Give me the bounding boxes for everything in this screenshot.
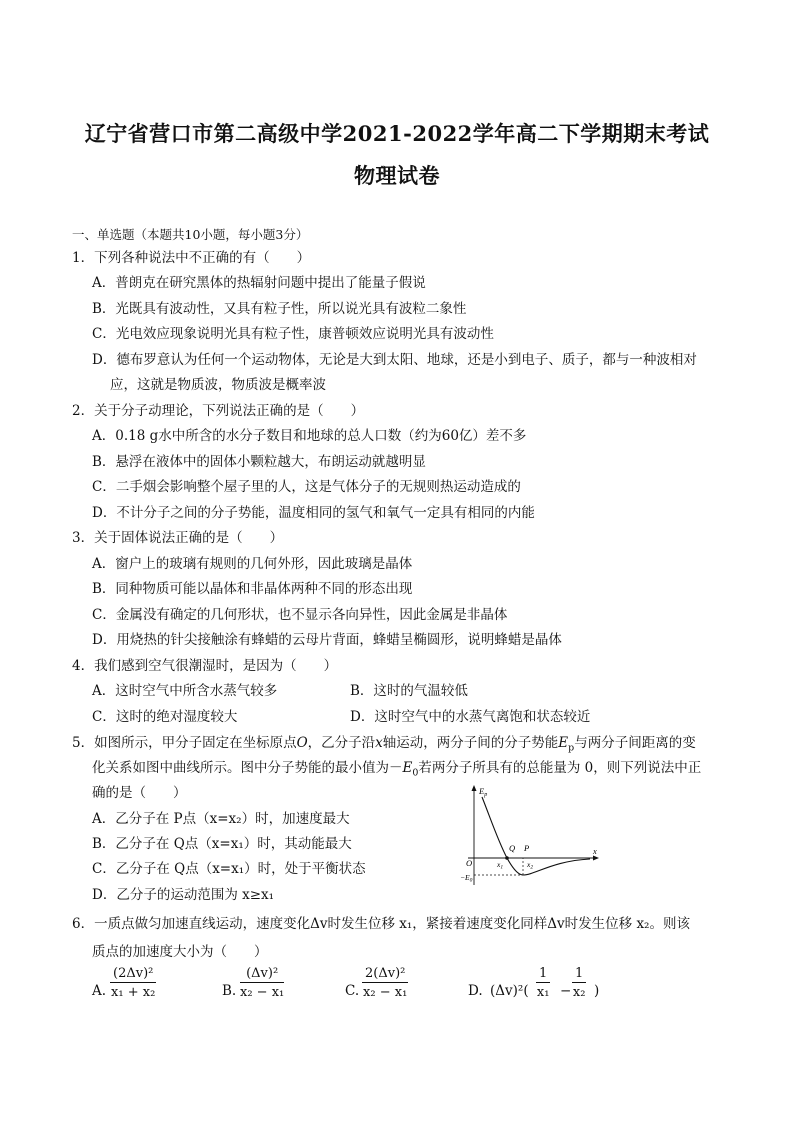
q6-option-a-denominator: x₁ + x₂ (111, 985, 156, 1000)
x2-label: $x_2$ (527, 860, 534, 871)
q1-option-c: C．光电效应现象说明光具有粒子性，康普顿效应说明光具有波动性 (92, 326, 494, 342)
e0-label: $-E_0$ (460, 873, 473, 884)
q4-option-d: D．这时空气中的水蒸气离饱和状态较近 (350, 709, 591, 725)
q6-option-d-denominator2: x₂ (572, 985, 586, 1000)
q6-option-c-denominator: x₂ − x₁ (363, 985, 408, 1000)
x-axis-arrow (593, 856, 599, 861)
q6-option-a-label: A. (92, 983, 107, 999)
q6-option-c-fraction (362, 966, 408, 1000)
q6-option-d-suffix: ) (594, 983, 600, 999)
q5-stem-line2: 化关系如图中曲线所示。图中分子势能的最小值为$-E_0$若两分子所具有的总能量为 0，则下列说法中正 (92, 760, 702, 779)
q5-stem-line1: 5．如图所示，甲分子固定在坐标原点O，乙分子沿x轴运动，两分子间的分子势能$E_p$与两分子间距离的变 (72, 735, 696, 754)
page-title: 辽宁省营口市第二高级中学2021-2022学年高二下学期期末考试 (84, 121, 710, 146)
origin-label: O (466, 858, 473, 868)
page-subtitle: 物理试卷 (354, 163, 440, 188)
section-heading: 一、单选题（本题共10小题，每小题3分） (72, 227, 309, 242)
q6-option-d-denominator1: x₁ (536, 985, 550, 1000)
q3-option-a: A．窗户上的玻璃有规则的几何外形，因此玻璃是晶体 (92, 556, 413, 572)
p-label: P (524, 843, 530, 853)
q6-option-a-numerator: (2Δv)² (110, 966, 156, 983)
q1-stem: 1．下列各种说法中不正确的有（ ） (72, 250, 311, 266)
q2-stem: 2．关于分子动理论，下列说法正确的是（ ） (72, 403, 365, 419)
q4-option-a: A．这时空气中所含水蒸气较多 (92, 683, 278, 699)
q2-option-a: A．0.18 g水中所含的水分子数目和地球的总人口数（约为60亿）差不多 (92, 428, 527, 444)
q5-option-b: B．乙分子在 Q点（x=x₁）时，其动能最大 (92, 836, 352, 852)
q6-option-b-numerator: (Δv)² (240, 966, 284, 983)
q6-option-d-numerator1: 1 (536, 966, 550, 983)
q6-option-d-fraction1 (536, 966, 550, 1000)
q4-stem: 4．我们感到空气很潮湿时，是因为（ ） (72, 658, 338, 674)
q6-option-d-numerator2: 1 (572, 966, 586, 983)
ep-label: $E_p$ (479, 786, 488, 798)
q2-option-d: D．不计分子之间的分子势能，温度相同的氢气和氧气一定具有相同的内能 (92, 505, 535, 521)
q6-option-b-label: B. (222, 983, 237, 999)
x1-label: $x_1$ (497, 860, 504, 871)
point-q-dot (505, 856, 509, 860)
q3-option-d: D．用烧热的针尖接触涂有蜂蜡的云母片背面，蜂蜡呈椭圆形，说明蜂蜡是晶体 (92, 632, 562, 648)
q5-option-a: A．乙分子在 P点（x=x₂）时，加速度最大 (92, 811, 350, 827)
q6-stem-line2: 质点的加速度大小为（ ） (92, 944, 268, 960)
q2-option-c: C．二手烟会影响整个屋子里的人，这是气体分子的无规则热运动造成的 (92, 479, 521, 495)
q6-option-a-fraction (110, 966, 156, 1000)
q6-option-d-prefix: (Δv)²( (490, 983, 529, 999)
q5-stem-line3: 确的是（ ） (92, 785, 187, 801)
q6-stem-line1: 6．一质点做匀加速直线运动，速度变化Δv时发生位移 x₁，紧接着速度变化同样Δv时发生位移 x₂。则该 (72, 916, 690, 932)
q1-option-d-line1: D．德布罗意认为任何一个运动物体，无论是大到太阳、地球，还是小到电子、质子，都与一种波相对 (92, 352, 697, 368)
q4-option-b: B．这时的气温较低 (350, 683, 468, 699)
q6-option-b-fraction (240, 966, 284, 1000)
q6-option-b-denominator: x₂ − x₁ (240, 985, 285, 1000)
q3-option-b: B．同种物质可能以晶体和非晶体两种不同的形态出现 (92, 581, 413, 597)
potential-energy-graph (460, 783, 602, 891)
q6-option-d-minus: − (560, 983, 572, 999)
q2-option-b: B．悬浮在液体中的固体小颗粒越大，布朗运动就越明显 (92, 454, 426, 470)
q6-option-c-numerator: 2(Δv)² (362, 966, 408, 983)
q1-option-b: B．光既具有波动性，又具有粒子性，所以说光具有波粒二象性 (92, 301, 467, 317)
q6-option-d-fraction2 (572, 966, 586, 1000)
q3-option-c: C．金属没有确定的几何形状，也不显示各向异性，因此金属是非晶体 (92, 607, 508, 623)
q4-option-c: C．这时的绝对湿度较大 (92, 709, 238, 725)
x-label: x (593, 846, 597, 856)
q5-option-c: C．乙分子在 Q点（x=x₁）时，处于平衡状态 (92, 861, 366, 877)
q6-option-d-label: D. (468, 983, 483, 999)
q6-option-c-label: C. (345, 983, 360, 999)
q1-option-d-line2: 应，这就是物质波，物质波是概率波 (110, 377, 326, 393)
q1-option-a: A．普朗克在研究黑体的热辐射问题中提出了能量子假说 (92, 275, 426, 291)
ep-axis-arrow (472, 785, 477, 791)
q-label: Q (509, 843, 516, 853)
q3-stem: 3．关于固体说法正确的是（ ） (72, 530, 284, 546)
q5-option-d: D．乙分子的运动范围为 x≥x₁ (92, 887, 275, 903)
